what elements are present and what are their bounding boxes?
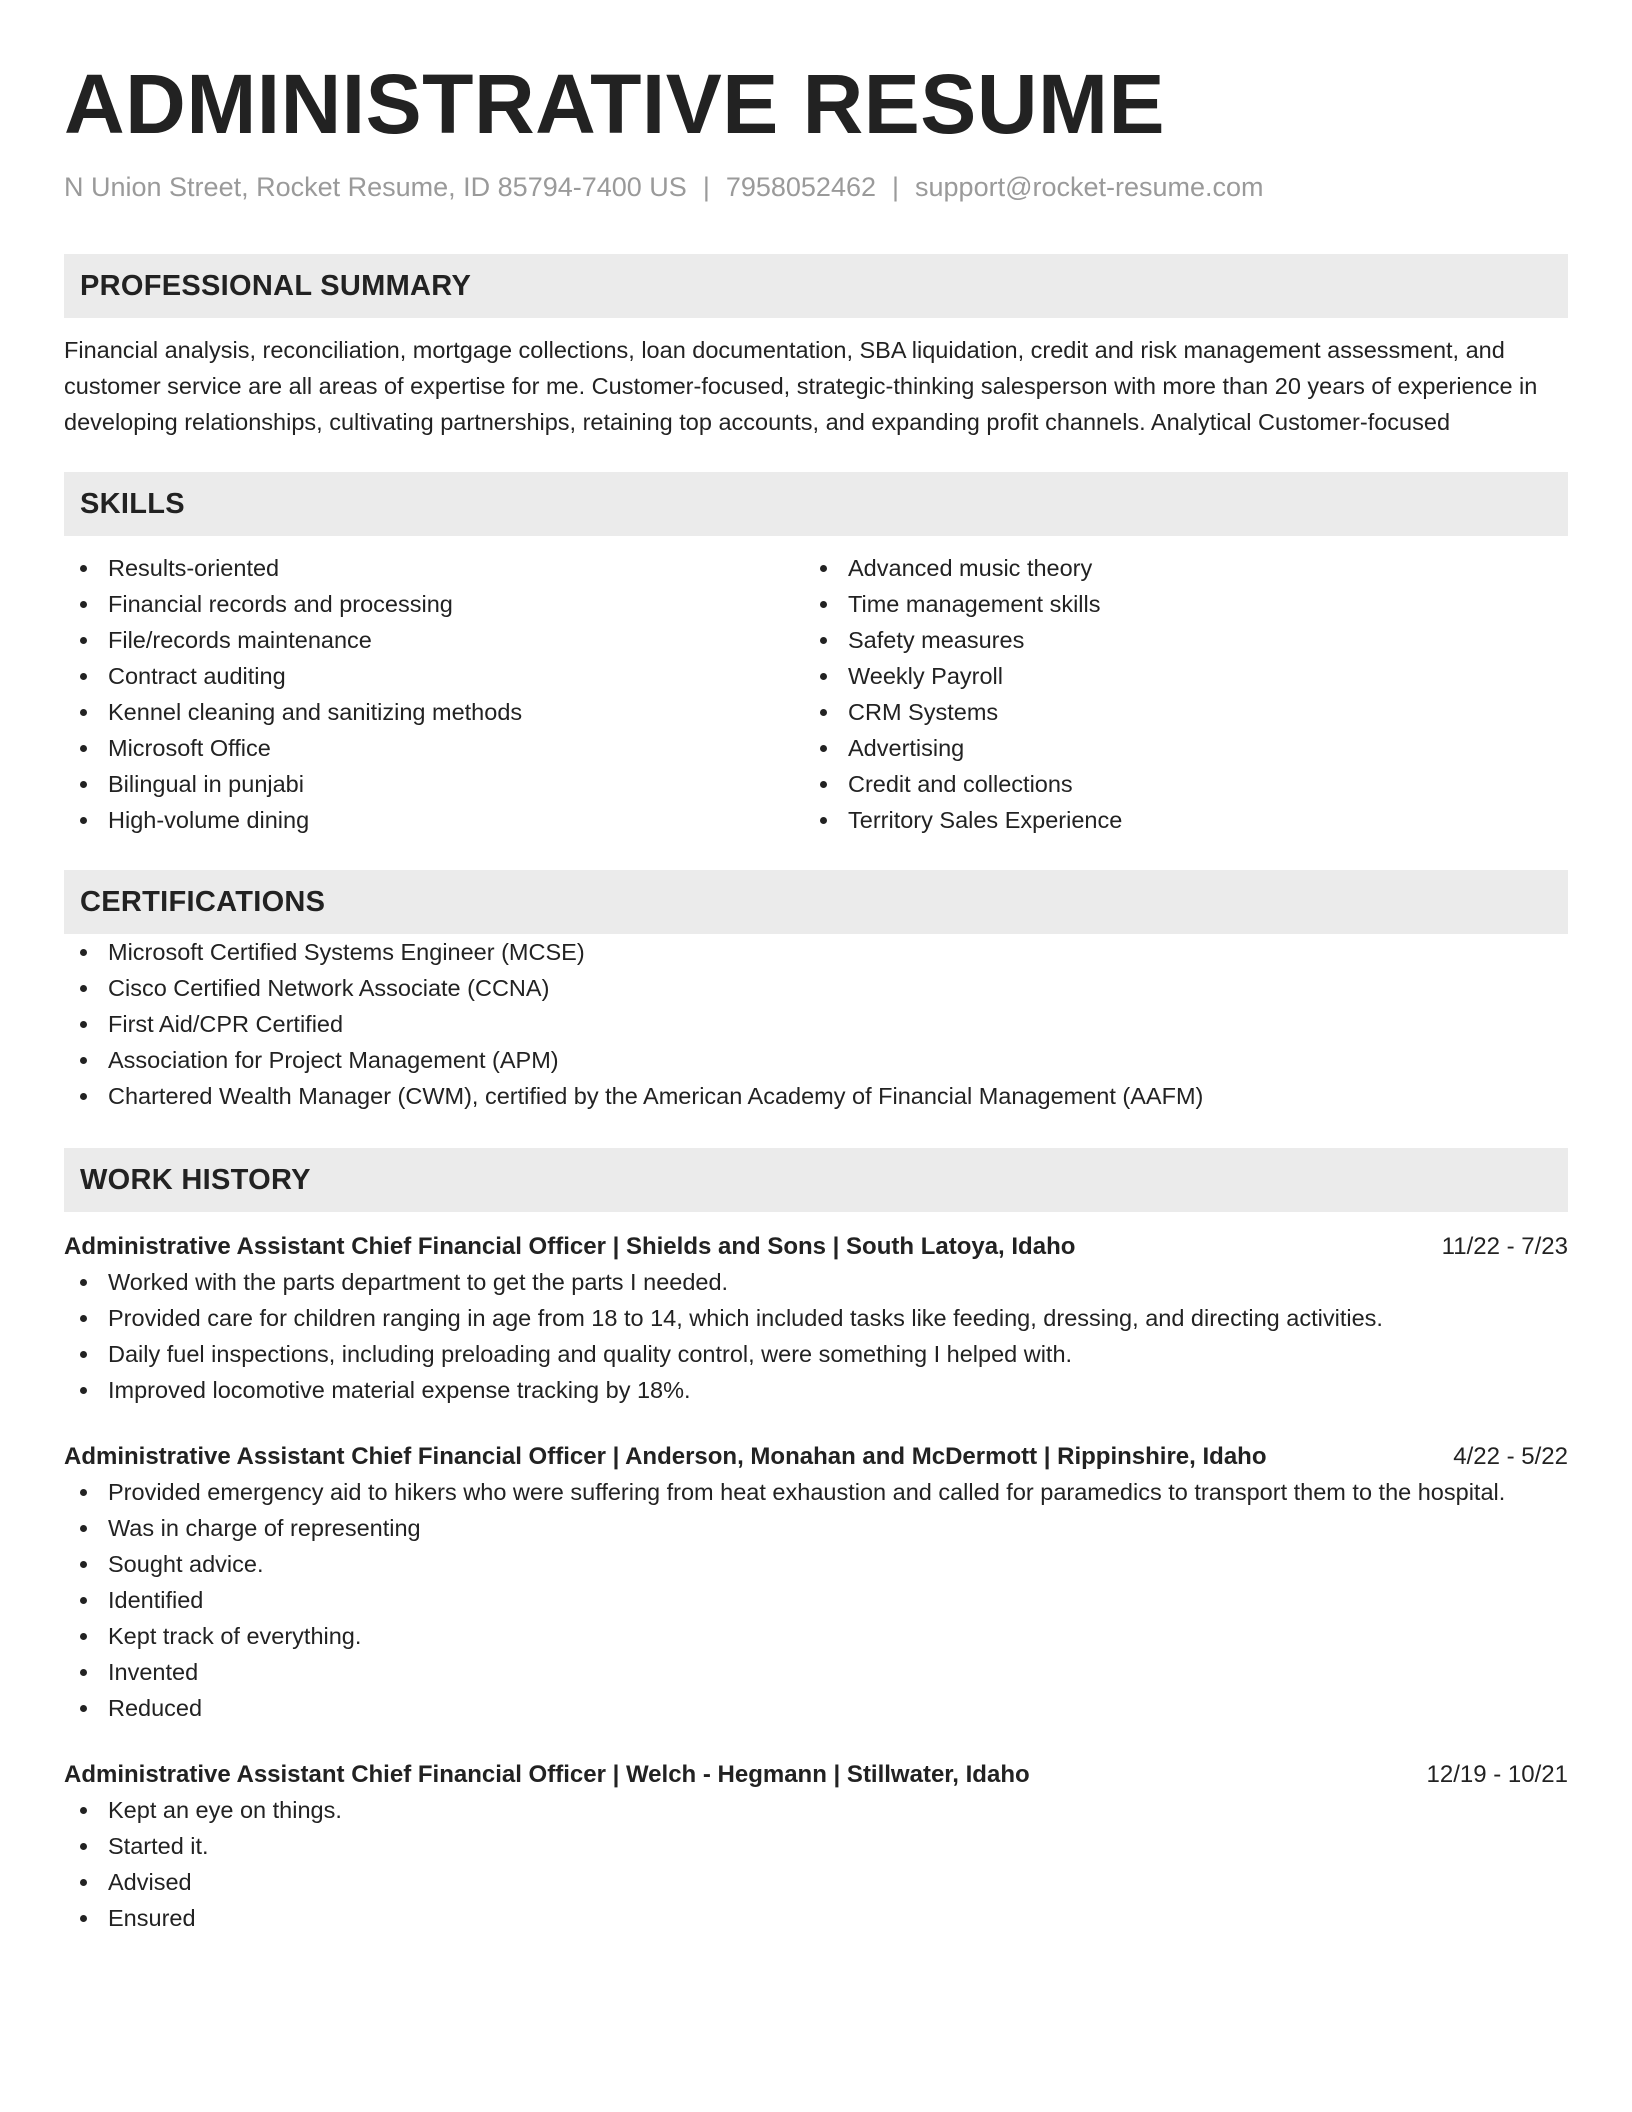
skill-item: Weekly Payroll bbox=[804, 658, 1544, 694]
section-header-skills: SKILLS bbox=[64, 472, 1568, 536]
skills-column-left bbox=[64, 550, 804, 838]
job-bullet: Improved locomotive material expense tracking by 18%. bbox=[64, 1372, 1568, 1408]
skill-item: Results-oriented bbox=[64, 550, 804, 586]
job-bullet: Daily fuel inspections, including preloading and quality control, were something I helped with. bbox=[64, 1336, 1568, 1372]
job-header bbox=[64, 1440, 1568, 1474]
skills-list-left bbox=[64, 550, 804, 838]
job-bullet: Invented bbox=[64, 1654, 1568, 1690]
skill-item: Financial records and processing bbox=[64, 586, 804, 622]
job-dates: 4/22 - 5/22 bbox=[1453, 1443, 1568, 1470]
skill-item: Advanced music theory bbox=[804, 550, 1544, 586]
job-bullet: Reduced bbox=[64, 1690, 1568, 1726]
job-title: Administrative Assistant Chief Financial Officer | Shields and Sons | South Latoya, Idaho bbox=[64, 1233, 1076, 1260]
job-entry bbox=[64, 1440, 1568, 1726]
job-dates: 12/19 - 10/21 bbox=[1426, 1761, 1568, 1788]
certifications-list bbox=[64, 934, 1568, 1114]
contact-address: N Union Street, Rocket Resume, ID 85794-7400 US bbox=[64, 172, 687, 202]
contact-line bbox=[64, 170, 1568, 204]
skill-item: Time management skills bbox=[804, 586, 1544, 622]
job-bullet: Provided care for children ranging in age from 18 to 14, which included tasks like feeding, dressing, and directing activities. bbox=[64, 1300, 1568, 1336]
job-header bbox=[64, 1758, 1568, 1792]
certification-item: Cisco Certified Network Associate (CCNA) bbox=[64, 970, 1568, 1006]
skill-item: CRM Systems bbox=[804, 694, 1544, 730]
job-bullet: Sought advice. bbox=[64, 1546, 1568, 1582]
job-bullet: Advised bbox=[64, 1864, 1568, 1900]
certification-item: First Aid/CPR Certified bbox=[64, 1006, 1568, 1042]
section-header-work-history: WORK HISTORY bbox=[64, 1148, 1568, 1212]
job-entry bbox=[64, 1758, 1568, 1936]
job-bullet: Kept track of everything. bbox=[64, 1618, 1568, 1654]
skill-item: Advertising bbox=[804, 730, 1544, 766]
job-bullet-list bbox=[64, 1474, 1568, 1726]
contact-separator: | bbox=[702, 172, 710, 202]
skill-item: Territory Sales Experience bbox=[804, 802, 1544, 838]
job-bullet: Ensured bbox=[64, 1900, 1568, 1936]
contact-phone: 7958052462 bbox=[725, 172, 876, 202]
job-bullet-list bbox=[64, 1792, 1568, 1936]
resume-name: ADMINISTRATIVE RESUME bbox=[64, 57, 1165, 151]
certification-item: Chartered Wealth Manager (CWM), certified by the American Academy of Financial Management (AAFM) bbox=[64, 1078, 1568, 1114]
job-entry bbox=[64, 1230, 1568, 1408]
skills-columns bbox=[64, 550, 1568, 838]
section-header-summary: PROFESSIONAL SUMMARY bbox=[64, 254, 1568, 318]
job-bullet: Provided emergency aid to hikers who were suffering from heat exhaustion and called for paramedics to transport them to the hospital. bbox=[64, 1474, 1568, 1510]
certification-item: Microsoft Certified Systems Engineer (MCSE) bbox=[64, 934, 1568, 970]
job-bullet: Started it. bbox=[64, 1828, 1568, 1864]
job-dates: 11/22 - 7/23 bbox=[1441, 1233, 1568, 1260]
job-title: Administrative Assistant Chief Financial Officer | Welch - Hegmann | Stillwater, Idaho bbox=[64, 1761, 1030, 1788]
section-header-certifications: CERTIFICATIONS bbox=[64, 870, 1568, 934]
job-title: Administrative Assistant Chief Financial Officer | Anderson, Monahan and McDermott | Rippinshire, Idaho bbox=[64, 1443, 1267, 1470]
job-header bbox=[64, 1230, 1568, 1264]
skills-column-right bbox=[804, 550, 1544, 838]
skill-item: Credit and collections bbox=[804, 766, 1544, 802]
skill-item: Contract auditing bbox=[64, 658, 804, 694]
job-bullet: Worked with the parts department to get the parts I needed. bbox=[64, 1264, 1568, 1300]
contact-email: support@rocket-resume.com bbox=[915, 172, 1264, 202]
summary-text: Financial analysis, reconciliation, mortgage collections, loan documentation, SBA liquidation, credit and risk management assessment, and customer service are all areas of expertise for me. Customer-focused, strategic-thinking salesperson with more than 20 years of experience in developing relationships, cultivating partnerships, retaining top accounts, and expanding profit channels. Analytical Customer-focused bbox=[64, 337, 1538, 435]
skill-item: Safety measures bbox=[804, 622, 1544, 658]
skill-item: High-volume dining bbox=[64, 802, 804, 838]
skill-item: Microsoft Office bbox=[64, 730, 804, 766]
job-bullet: Identified bbox=[64, 1582, 1568, 1618]
skill-item: Bilingual in punjabi bbox=[64, 766, 804, 802]
skill-item: File/records maintenance bbox=[64, 622, 804, 658]
certification-item: Association for Project Management (APM) bbox=[64, 1042, 1568, 1078]
job-bullet-list bbox=[64, 1264, 1568, 1408]
contact-separator: | bbox=[892, 172, 900, 202]
job-bullet: Kept an eye on things. bbox=[64, 1792, 1568, 1828]
skills-list-right bbox=[804, 550, 1544, 838]
skill-item: Kennel cleaning and sanitizing methods bbox=[64, 694, 804, 730]
job-bullet: Was in charge of representing bbox=[64, 1510, 1568, 1546]
